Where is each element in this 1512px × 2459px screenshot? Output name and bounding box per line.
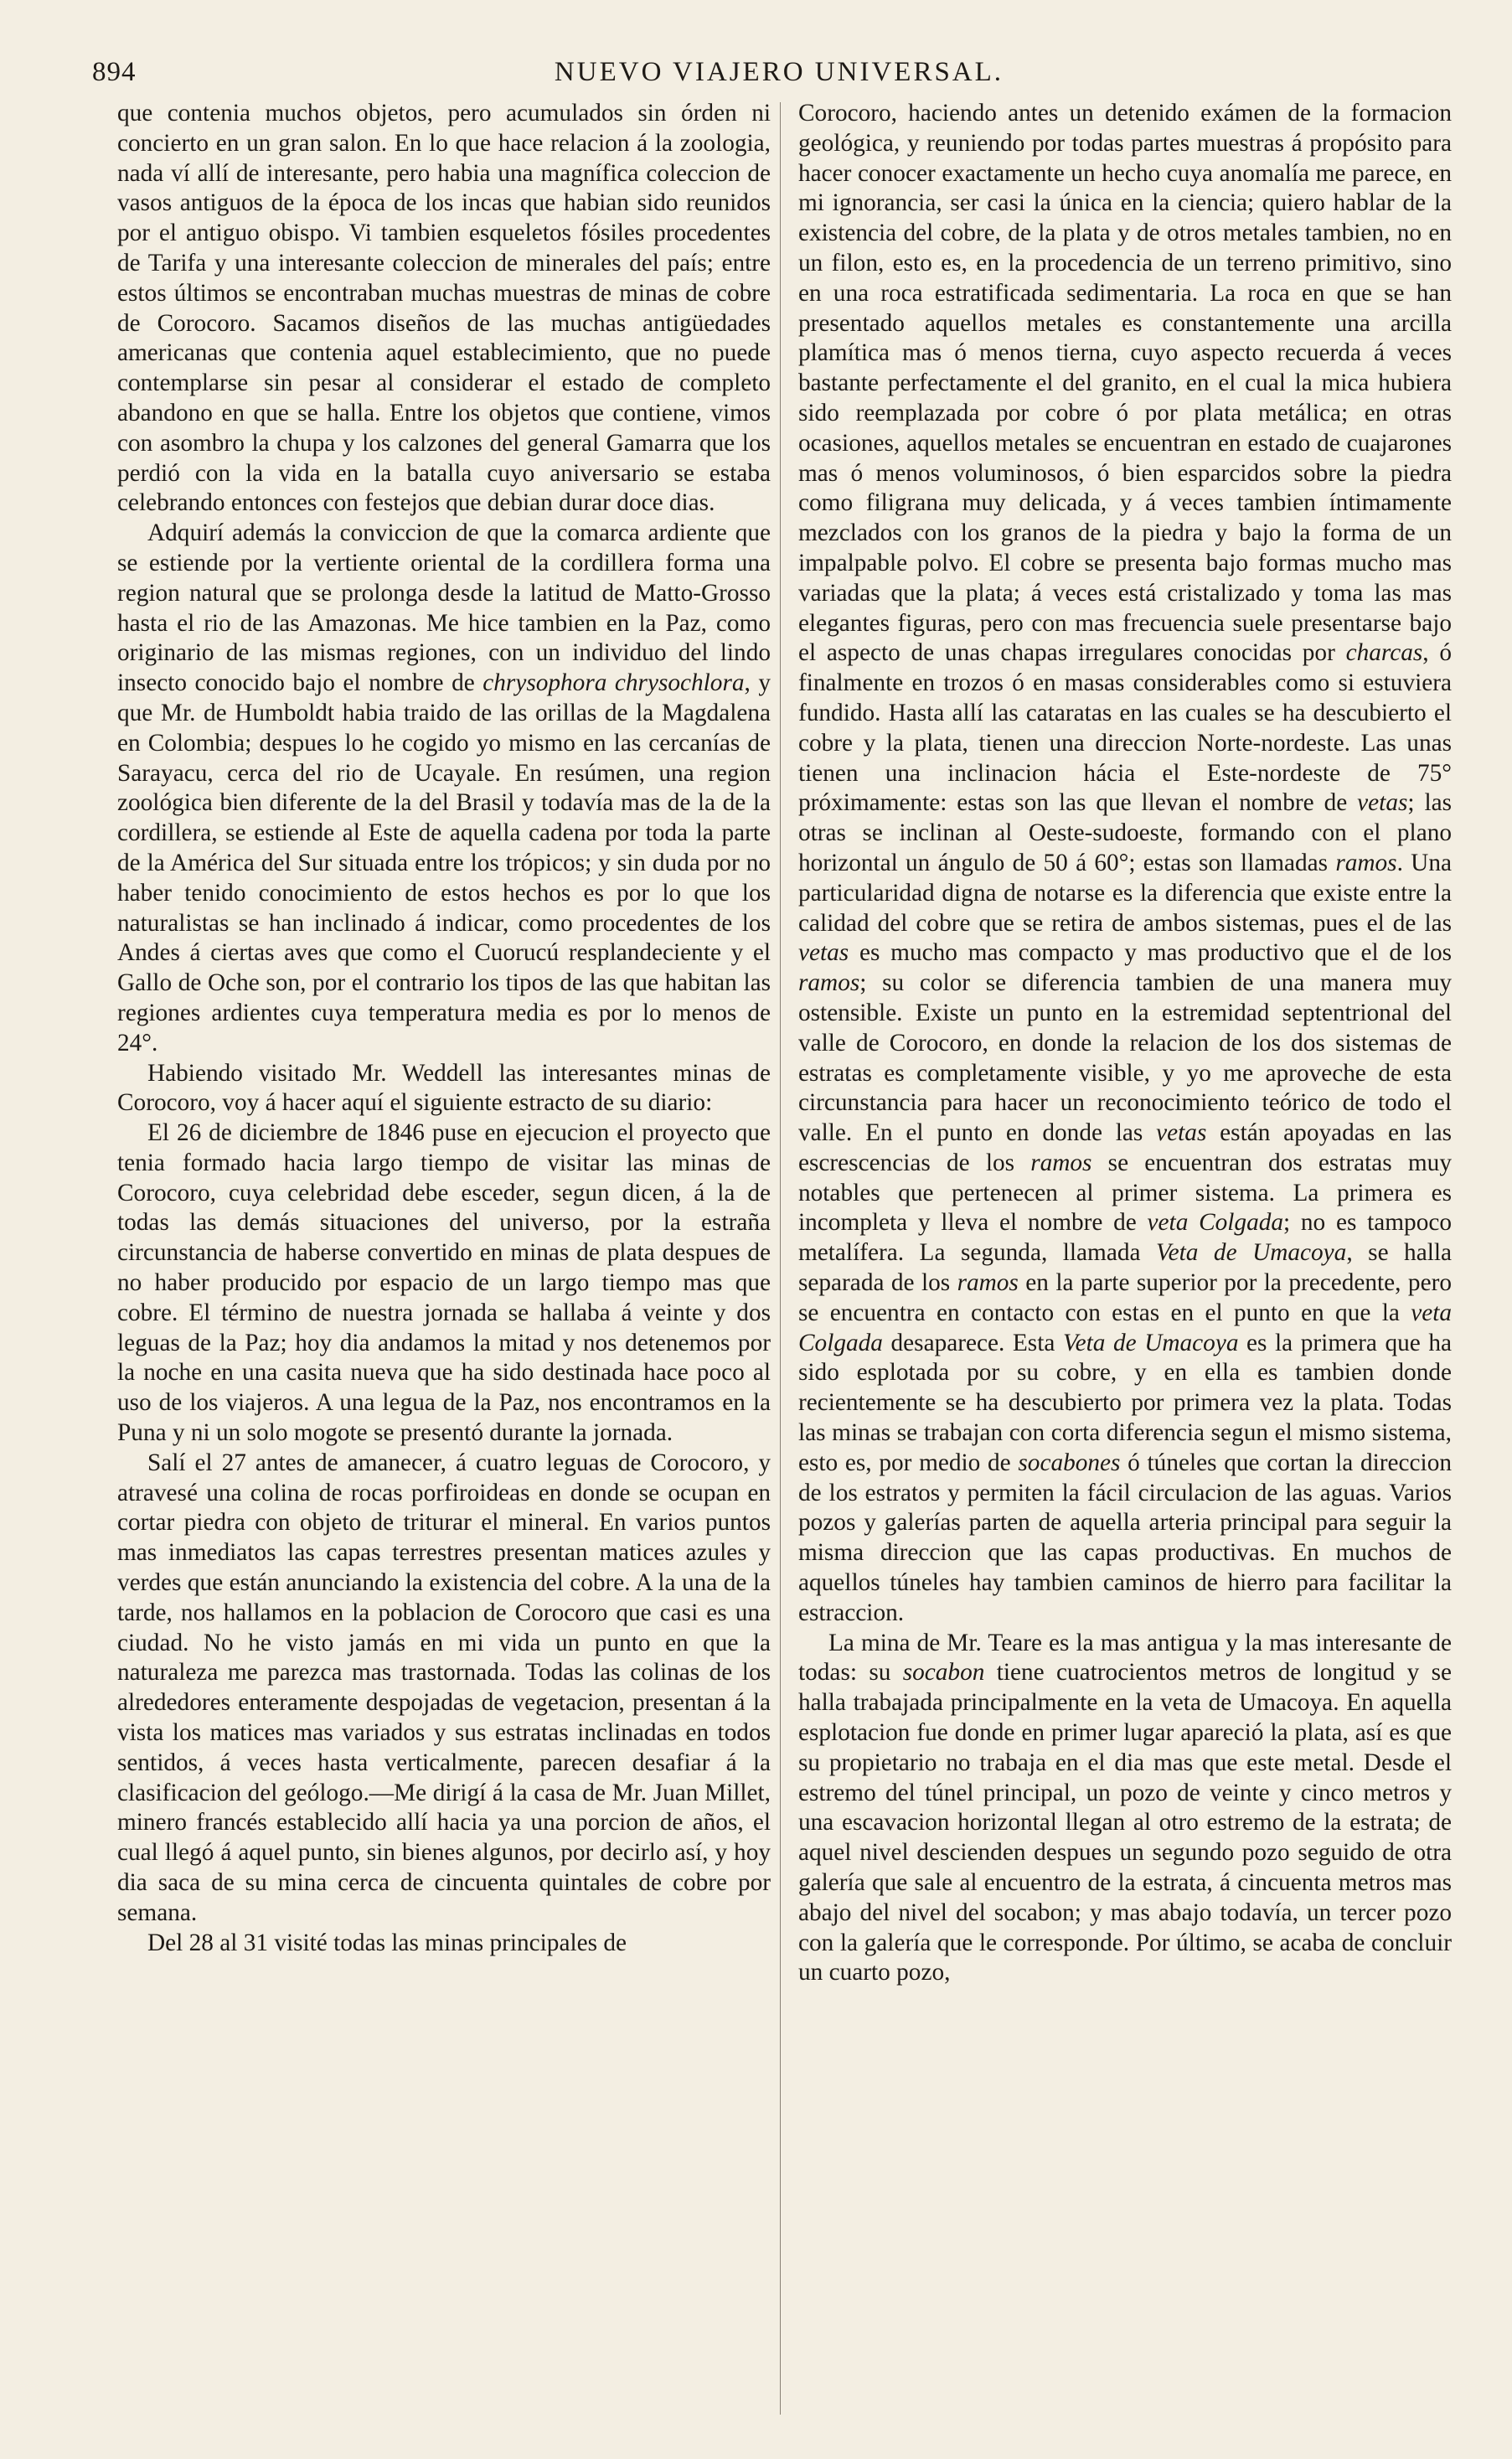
page-number: 894: [92, 57, 137, 87]
paragraph: La mina de Mr. Teare es la mas antigua y la mas interesante de todas: su socabon tiene cuatrocientos metros de longitud y se halla trabajada principalmente en la veta de Umacoya. En aquella esplotacion fue donde en primer lugar apareció la plata, así es que su propietario no trabaja en el dia mas que este metal. Desde el estremo del túnel principal, un pozo de veinte y cinco metros y una escavacion horizontal llegan al otro estremo de la estrata; de aquel nivel descienden despues un segundo pozo seguido de otra galería que sale al encuentro de la estrata, á cincuenta metros mas abajo del nivel del socabon; y mas abajo todavía, un tercer pozo con la galería que le corresponde. Por último, se acaba de concluir un cuarto pozo,: [798, 1629, 1452, 1986]
paragraph: que contenia muchos objetos, pero acumulados sin órden ni concierto en un gran salon. En lo que hace relacion á la zoologia, nada ví allí de interesante, pero habia una magnífica coleccion de vasos antiguos de la época de los incas que habian sido reunidos por el antiguo obispo. Vi tambien esqueletos fósiles procedentes de Tarifa y una interesante coleccion de minerales del país; entre estos últimos se encontraban muchas muestras de minas de cobre de Corocoro. Sacamos diseños de las muchas antigüedades americanas que contenia aquel establecimiento, que no puede contemplarse sin pesar al considerar el estado de completo abandono en que se halla. Entre los objetos que contiene, vimos con asombro la chupa y los calzones del general Gamarra que los perdió con la vida en la batalla cuyo aniversario se estaba celebrando entonces con festejos que debian durar doce dias.: [117, 100, 771, 517]
paragraph: Adquirí además la conviccion de que la comarca ardiente que se estiende por la vertiente oriental de la cordillera forma una region natural que se prolonga desde la latitud de Matto-Grosso hasta el rio de las Amazonas. Me hice tambien en la Paz, como originario de las mismas regiones, con un individuo del lindo insecto conocido bajo el nombre de chrysophora chrysochlora, y que Mr. de Humboldt habia traido de las orillas de la Magdalena en Colombia; despues lo he cogido yo mismo en las cercanías de Sarayacu, cerca del rio de Ucayale. En resúmen, una region zoológica bien diferente de la del Brasil y todavía mas de la de la cordillera, se estiende al Este de aquella cadena por toda la parte de la América del Sur situada entre los trópicos; y sin duda por no haber tenido conocimiento de estos hechos es por lo que los naturalistas se han inclinado á indicar, como procedentes de los Andes á ciertas aves que como el Cuorucú resplandeciente y el Gallo de Oche son, por el contrario los tipos de las que habitan las regiones ardientes cuya temperatura media es por lo menos de 24°.: [117, 519, 771, 1056]
paragraph: Del 28 al 31 visité todas las minas principales de: [147, 1929, 627, 1956]
column-divider: [780, 102, 781, 2415]
paragraph: Habiendo visitado Mr. Weddell las interesantes minas de Corocoro, voy á hacer aquí el siguiente estracto de su diario:: [117, 1059, 771, 1117]
paragraph: El 26 de diciembre de 1846 puse en ejecucion el proyecto que tenia formado hacia largo tiempo de visitar las minas de Corocoro, cuya celebridad debe esceder, segun dicen, á la de todas las demás situaciones del universo, por la estraña circunstancia de haberse convertido en minas de plata despues de no haber producido por espacio de un largo tiempo mas que cobre. El término de nuestra jornada se hallaba á veinte y dos leguas de la Paz; hoy dia andamos la mitad y nos detenemos por la noche en una casita nueva que ha sido destinada hace poco al uso de los viajeros. A una legua de la Paz, nos encontramos en la Puna y ni un solo mogote se presentó durante la jornada.: [117, 1119, 771, 1447]
running-title: NUEVO VIAJERO UNIVERSAL.: [554, 57, 1004, 87]
right-column: [798, 99, 1452, 1988]
left-column: [117, 99, 771, 1958]
paragraph: Salí el 27 antes de amanecer, á cuatro leguas de Corocoro, y atravesé una colina de rocas porfiroideas en donde se ocupan en cortar piedra con objeto de triturar el mineral. En varios puntos mas inmediatos las capas terrestres presentan matices azules y verdes que están anunciando la existencia del cobre. A la una de la tarde, nos hallamos en la poblacion de Corocoro que casi es una ciudad. No he visto jamás en mi vida un punto en que la naturaleza me parezca mas trastornada. Todas las colinas de los alrededores enteramente despojadas de vegetacion, presentan á la vista los matices mas variados y sus estratas inclinadas en todos sentidos, á veces hasta verticalmente, parecen desafiar á la clasificacion del geólogo.—Me dirigí á la casa de Mr. Juan Millet, minero francés establecido allí hacia ya una porcion de años, el cual llegó á aquel punto, sin bienes algunos, por decirlo así, y hoy dia saca de su mina cerca de cincuenta quintales de cobre por semana.: [117, 1449, 771, 1926]
page-header: [92, 57, 1466, 99]
paragraph: Corocoro, haciendo antes un detenido exámen de la formacion geológica, y reuniendo por todas partes muestras á propósito para hacer conocer exactamente un hecho cuya anomalía me parece, en mi ignorancia, ser casi la única en la ciencia; quiero hablar de la existencia del cobre, de la plata y de otros metales tambien, no en un filon, esto es, en la procedencia de un terreno primitivo, sino en una roca estratificada sedimentaria. La roca en que se han presentado aquellos metales es constantemente una arcilla plamítica mas ó menos tierna, cuyo aspecto recuerda á veces bastante perfectamente el del granito, en el cual la mica hubiera sido reemplazada por cobre ó por plata metálica; en otras ocasiones, aquellos metales se encuentran en estado de cuajarones mas ó menos voluminosos, ó bien esparcidos sobre la piedra como filigrana muy delicada, y á veces tambien íntimamente mezclados con los granos de la piedra y bajo la forma de un impalpable polvo. El cobre se presenta bajo formas mucho mas variadas que la plata; á veces está cristalizado y toma las mas elegantes figuras, pero con mas frecuencia suele presentarse bajo el aspecto de unas chapas irregulares conocidas por charcas, ó finalmente en trozos ó en masas considerables como si estuviera fundido. Hasta allí las cataratas en las cuales se ha descubierto el cobre y la plata, tienen una direccion Norte-nordeste. Las unas tienen una inclinacion hácia el Este-nordeste de 75° próximamente: estas son las que llevan el nombre de vetas; las otras se inclinan al Oeste-sudoeste, formando con el plano horizontal un ángulo de 50 á 60°; estas son llamadas ramos. Una particularidad digna de notarse es la diferencia que existe entre la calidad del cobre que se retira de ambos sistemas, pues el de las vetas es mucho mas compacto y mas productivo que el de los ramos; su color se diferencia tambien de una manera muy ostensible. Existe un punto en la estremidad septentrional del valle de Corocoro, en donde la relacion de los dos sistemas de estratas es completamente visible, y yo me aproveche de esta circunstancia para hacer un reconocimiento teórico de todo el valle. En el punto en donde las vetas están apoyadas en las escrescencias de los ramos se encuentran dos estratas muy notables que pertenecen al primer sistema. La primera es incompleta y lleva el nombre de veta Colgada; no es tampoco metalífera. La segunda, llamada Veta de Umacoya, se halla separada de los ramos en la parte superior por la precedente, pero se encuentra en contacto con estas en el punto en que la veta Colgada desaparece. Esta Veta de Umacoya es la primera que ha sido esplotada por su cobre, y en ella es tambien donde recientemente se ha descubierto por primera vez la plata. Todas las minas se trabajan con corta diferencia segun el mismo sistema, esto es, por medio de socabones ó túneles que cortan la direccion de los estratos y permiten la fácil circulacion de las aguas. Varios pozos y galerías parten de aquella arteria principal para seguir la misma direccion que las capas productivas. En muchos de aquellos túneles hay tambien caminos de hierro para facilitar la estraccion.: [798, 100, 1452, 1626]
